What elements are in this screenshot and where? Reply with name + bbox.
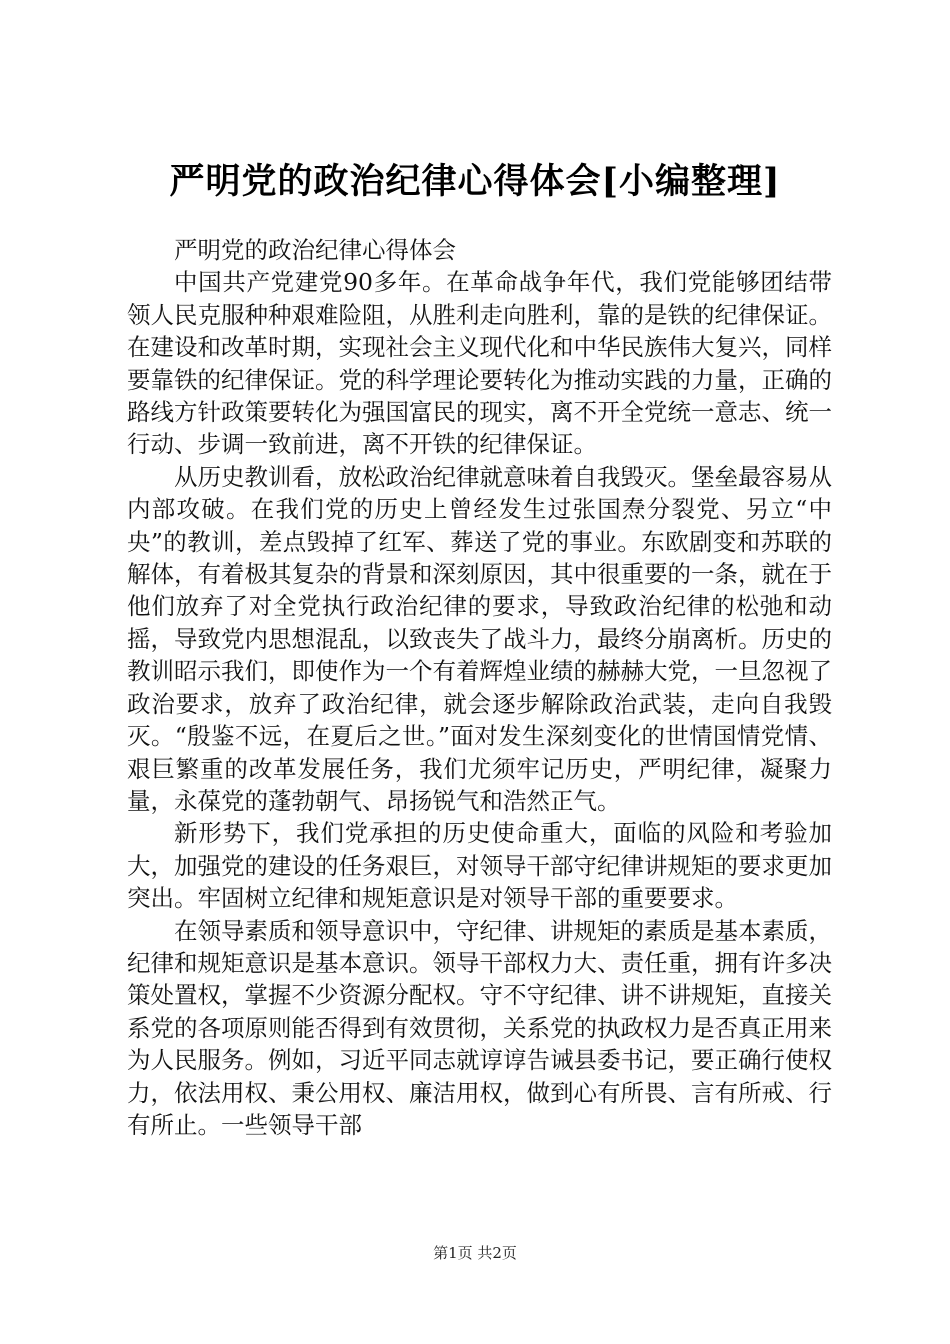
body-paragraph: 中国共产党建党90多年。在革命战争年代，我们党能够团结带领人民克服种种艰难险阻，从胜利走向胜利，靠的是铁的纪律保证。在建设和改革时期，实现社会主义现代化和中华民族伟大复兴，同样要靠铁的纪律保证。党的科学理论要转化为推动实践的力量，正确的路线方针政策要转化为强国富民的现实，离不开全党统一意志、统一行动、步调一致前进，离不开铁的纪律保证。 bbox=[127, 268, 832, 459]
document-title: 严明党的政治纪律心得体会[小编整理] bbox=[169, 161, 781, 202]
body-paragraph: 在领导素质和领导意识中，守纪律、讲规矩的素质是基本素质，纪律和规矩意识是基本意识。领导干部权力大、责任重，拥有许多决策处置权，掌握不少资源分配权。守不守纪律、讲不讲规矩，直接关系党的各项原则能否得到有效贯彻，关系党的执政权力是否真正用来为人民服务。例如，习近平同志就谆谆告诫县委书记，要正确行使权力，依法用权、秉公用权、廉洁用权，做到心有所畏、言有所戒、行有所止。一些领导干部 bbox=[127, 916, 832, 1139]
page-number-label: 第1页 共2页 bbox=[433, 1244, 517, 1262]
document-body bbox=[127, 234, 832, 1141]
subtitle-paragraph: 严明党的政治纪律心得体会 bbox=[174, 236, 456, 264]
page-footer bbox=[0, 1243, 950, 1263]
body-paragraph: 新形势下，我们党承担的历史使命重大，面临的风险和考验加大，加强党的建设的任务艰巨，对领导干部守纪律讲规矩的要求更加突出。牢固树立纪律和规矩意识是对领导干部的重要要求。 bbox=[127, 819, 832, 913]
body-paragraph: 从历史教训看，放松政治纪律就意味着自我毁灭。堡垒最容易从内部攻破。在我们党的历史上曾经发生过张国焘分裂党、另立“中央”的教训，差点毁掉了红军、葬送了党的事业。东欧剧变和苏联的解体，有着极其复杂的背景和深刻原因，其中很重要的一条，就在于他们放弃了对全党执行政治纪律的要求，导致政治纪律的松弛和动摇，导致党内思想混乱，以致丧失了战斗力，最终分崩离析。历史的教训昭示我们，即使作为一个有着辉煌业绩的赫赫大党，一旦忽视了政治要求，放弃了政治纪律，就会逐步解除政治武装，走向自我毁灭。“殷鉴不远，在夏后之世。”面对发生深刻变化的世情国情党情、艰巨繁重的改革发展任务，我们尤须牢记历史，严明纪律，凝聚力量，永葆党的蓬勃朝气、昂扬锐气和浩然正气。 bbox=[127, 462, 832, 815]
